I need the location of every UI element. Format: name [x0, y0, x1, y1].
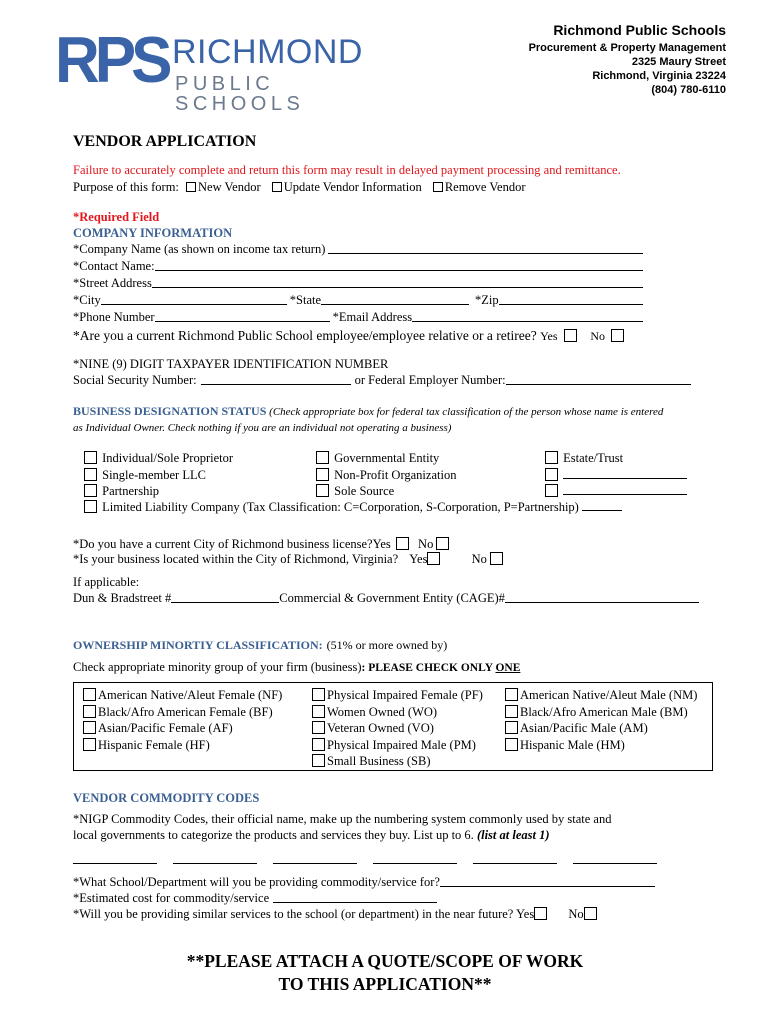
commodity-code-lines — [73, 852, 657, 864]
governmental-checkbox[interactable] — [316, 451, 329, 464]
location-no-label: No — [471, 552, 487, 566]
update-vendor-label: Update Vendor Information — [283, 180, 422, 194]
ownership-heading-note: (51% or more owned by) — [326, 638, 448, 652]
nonprofit-label: Non-Profit Organization — [334, 467, 457, 482]
dept-name: Procurement & Property Management — [528, 42, 726, 54]
governmental-label: Governmental Entity — [334, 451, 440, 465]
license-no-checkbox[interactable] — [436, 537, 449, 550]
ownership-instruction-text: Check appropriate minority group of your firm (business) — [73, 660, 362, 674]
state-label: *State — [289, 293, 322, 307]
employee-no-checkbox[interactable] — [611, 329, 624, 342]
commodity-code-1[interactable] — [73, 852, 157, 864]
designation-col-1 — [84, 450, 233, 500]
contact-row — [73, 259, 643, 274]
designation-col-3 — [545, 450, 687, 500]
sb-label: Small Business (SB) — [327, 754, 431, 768]
similar-question-row — [73, 907, 599, 922]
vo-checkbox[interactable] — [312, 721, 325, 734]
other-2-checkbox[interactable] — [545, 484, 558, 497]
pm-checkbox[interactable] — [312, 738, 325, 751]
license-q1-row — [73, 537, 451, 552]
cage-label: Commercial & Government Entity (CAGE)# — [279, 591, 505, 605]
pf-label: Physical Impaired Female (PF) — [327, 688, 483, 702]
ownership-heading-row — [73, 636, 447, 654]
employee-question-row — [73, 328, 626, 344]
llc-label: Limited Liability Company (Tax Classification: C=Corporation, S-Corporation, P=Partnership) — [102, 500, 579, 514]
ownership-table — [73, 682, 713, 771]
nm-checkbox[interactable] — [505, 688, 518, 701]
ssn-label: Social Security Number: — [73, 373, 197, 387]
bf-label: Black/Afro American Female (BF) — [98, 704, 273, 719]
logo-letters: RPS — [55, 24, 168, 97]
street-label: *Street Address — [73, 276, 152, 290]
logo-line2: PUBLIC SCHOOLS — [175, 73, 305, 115]
contact-label: *Contact Name: — [73, 259, 155, 273]
attach-quote-note — [0, 950, 770, 996]
bm-checkbox[interactable] — [505, 705, 518, 718]
nm-label: American Native/Aleut Male (NM) — [520, 688, 698, 702]
phone-input[interactable] — [155, 310, 330, 322]
hf-checkbox[interactable] — [83, 738, 96, 751]
fein-input[interactable] — [506, 373, 691, 385]
bf-checkbox[interactable] — [83, 705, 96, 718]
required-note: *Required Field — [73, 210, 160, 224]
designation-note-1: (Check appropriate box for federal tax classification of the person whose name is entered — [269, 406, 664, 418]
nf-label: American Native/Aleut Female (NF) — [98, 688, 283, 702]
designation-heading-block — [73, 403, 713, 436]
license-q2-row — [73, 552, 505, 567]
ownership-col-1 — [83, 687, 282, 753]
commodity-text-2: local governments to categorize the products and services they buy. List up to 6. — [73, 828, 474, 842]
designation-col-2 — [316, 450, 456, 500]
city-input[interactable] — [101, 293, 287, 305]
purpose-row — [73, 180, 526, 195]
if-applicable: If applicable: — [73, 575, 140, 589]
street-row — [73, 276, 643, 291]
license-no-label: No — [418, 537, 434, 551]
single-llc-label: Single-member LLC — [102, 467, 206, 482]
contact-input[interactable] — [155, 259, 643, 271]
hf-label: Hispanic Female (HF) — [98, 737, 210, 752]
duns-cage-row — [73, 591, 699, 606]
commodity-heading: VENDOR COMMODITY CODES — [73, 791, 260, 805]
ownership-instruction-one: ONE — [495, 662, 521, 674]
other-2-input[interactable] — [563, 483, 687, 495]
similar-no-label: No — [568, 907, 584, 921]
pm-label: Physical Impaired Male (PM) — [327, 737, 476, 752]
logo-line1: RICHMOND — [172, 33, 363, 71]
school-question: *What School/Department will you be providing commodity/service for? — [73, 875, 440, 889]
llc-class-input[interactable] — [582, 499, 622, 511]
commodity-code-2[interactable] — [173, 852, 257, 864]
street-line: 2325 Maury Street — [631, 56, 726, 68]
ownership-col-3 — [505, 687, 697, 753]
am-checkbox[interactable] — [505, 721, 518, 734]
single-llc-checkbox[interactable] — [84, 468, 97, 481]
individual-checkbox[interactable] — [84, 451, 97, 464]
estate-trust-checkbox[interactable] — [545, 451, 558, 464]
email-label: *Email Address — [332, 310, 413, 324]
similar-yes-label: Yes — [516, 907, 535, 921]
nf-checkbox[interactable] — [83, 688, 96, 701]
city-row — [73, 293, 643, 308]
warning-text: Failure to accurately complete and return this form may result in delayed payment processing and remittance. — [73, 163, 621, 177]
af-checkbox[interactable] — [83, 721, 96, 734]
estate-trust-label: Estate/Trust — [563, 451, 624, 465]
partnership-label: Partnership — [102, 484, 160, 498]
employee-yes-label: Yes — [540, 329, 558, 343]
llc-row — [84, 499, 622, 516]
employee-yes-checkbox[interactable] — [564, 329, 577, 342]
phone-email-row — [73, 310, 643, 325]
sole-source-label: Sole Source — [334, 484, 395, 498]
attach-line-1: **PLEASE ATTACH A QUOTE/SCOPE OF WORK — [186, 951, 584, 971]
duns-input[interactable] — [171, 591, 279, 603]
designation-note-2: as Individual Owner. Check nothing if you are an individual not operating a business) — [73, 422, 452, 434]
update-vendor-checkbox[interactable] — [272, 182, 282, 192]
cage-input[interactable] — [505, 591, 699, 603]
license-yes-checkbox[interactable] — [396, 537, 409, 550]
cost-question-row — [73, 891, 437, 906]
header-address — [529, 22, 726, 96]
ssn-input[interactable] — [201, 373, 351, 385]
location-no-checkbox[interactable] — [490, 552, 503, 565]
ownership-instruction — [73, 660, 520, 675]
hm-checkbox[interactable] — [505, 738, 518, 751]
street-input[interactable] — [152, 276, 643, 288]
duns-label: Dun & Bradstreet # — [73, 591, 172, 605]
tin-row — [73, 373, 691, 388]
similar-question: *Will you be providing similar services to the school (or department) in the near future? — [73, 907, 514, 921]
ownership-instruction-bold: : PLEASE CHECK ONLY — [361, 662, 496, 674]
email-input[interactable] — [412, 310, 643, 322]
nonprofit-checkbox[interactable] — [316, 468, 329, 481]
license-question: *Do you have a current City of Richmond business license? — [73, 537, 373, 551]
phone-label: *Phone Number — [73, 310, 155, 324]
bm-label: Black/Afro American Male (BM) — [520, 704, 688, 719]
ownership-heading: OWNERSHIP MINORTIY CLASSIFICATION: — [73, 638, 323, 652]
city-label: *City — [73, 293, 101, 307]
school-input[interactable] — [440, 875, 655, 887]
page-title: VENDOR APPLICATION — [73, 133, 257, 150]
individual-label: Individual/Sole Proprietor — [102, 451, 234, 465]
company-name-label: *Company Name (as shown on income tax return) — [73, 242, 326, 256]
logo — [55, 24, 385, 115]
commodity-code-5[interactable] — [473, 852, 557, 864]
state-input[interactable] — [321, 293, 469, 305]
remove-vendor-checkbox[interactable] — [433, 182, 443, 192]
sb-checkbox[interactable] — [312, 754, 325, 767]
similar-yes-checkbox[interactable] — [534, 907, 547, 920]
company-name-input[interactable] — [328, 242, 643, 254]
zip-input[interactable] — [499, 293, 643, 305]
new-vendor-checkbox[interactable] — [186, 182, 196, 192]
llc-checkbox[interactable] — [84, 500, 97, 513]
sole-source-checkbox[interactable] — [316, 484, 329, 497]
pf-checkbox[interactable] — [312, 688, 325, 701]
similar-no-checkbox[interactable] — [584, 907, 597, 920]
other-1-input[interactable] — [563, 467, 687, 479]
commodity-code-3[interactable] — [273, 852, 357, 864]
commodity-text-1: *NIGP Commodity Codes, their official name, make up the numbering system commonly used by state and — [73, 812, 612, 826]
zip-label: *Zip — [475, 293, 499, 307]
am-label: Asian/Pacific Male (AM) — [520, 721, 648, 735]
wo-checkbox[interactable] — [312, 705, 325, 718]
partnership-checkbox[interactable] — [84, 484, 97, 497]
fein-label: or Federal Employer Number: — [354, 373, 506, 387]
commodity-text-2-row — [73, 828, 550, 843]
company-heading: COMPANY INFORMATION — [73, 226, 233, 240]
purpose-label: Purpose of this form: — [73, 180, 179, 194]
vo-label: Veteran Owned (VO) — [327, 721, 434, 735]
org-name: Richmond Public Schools — [553, 22, 726, 38]
ownership-col-2 — [312, 687, 483, 770]
license-yes-label: Yes — [372, 537, 391, 551]
attach-line-2: TO THIS APPLICATION** — [278, 974, 492, 994]
cost-question: *Estimated cost for commodity/service — [73, 891, 270, 905]
remove-vendor-label: Remove Vendor — [444, 180, 526, 194]
company-name-row — [73, 242, 643, 257]
commodity-code-6[interactable] — [573, 852, 657, 864]
new-vendor-label: New Vendor — [198, 180, 261, 194]
location-yes-label: Yes — [409, 552, 428, 566]
wo-label: Women Owned (WO) — [327, 704, 438, 719]
school-question-row — [73, 875, 655, 890]
af-label: Asian/Pacific Female (AF) — [98, 721, 233, 735]
hm-label: Hispanic Male (HM) — [520, 737, 625, 752]
city-line: Richmond, Virginia 23224 — [592, 70, 726, 82]
cost-input[interactable] — [273, 891, 437, 903]
phone-line: (804) 780-6110 — [651, 84, 726, 96]
location-question: *Is your business located within the City of Richmond, Virginia? — [73, 552, 399, 566]
location-yes-checkbox[interactable] — [427, 552, 440, 565]
designation-heading: BUSINESS DESIGNATION STATUS — [73, 404, 267, 418]
other-1-checkbox[interactable] — [545, 468, 558, 481]
tin-heading: *NINE (9) DIGIT TAXPAYER IDENTIFICATION NUMBER — [73, 357, 389, 371]
employee-question: *Are you a current Richmond Public School employee/employee relative or a retiree? — [73, 328, 537, 343]
employee-no-label: No — [590, 329, 605, 343]
commodity-minimum-note: (list at least 1) — [476, 828, 550, 842]
commodity-code-4[interactable] — [373, 852, 457, 864]
